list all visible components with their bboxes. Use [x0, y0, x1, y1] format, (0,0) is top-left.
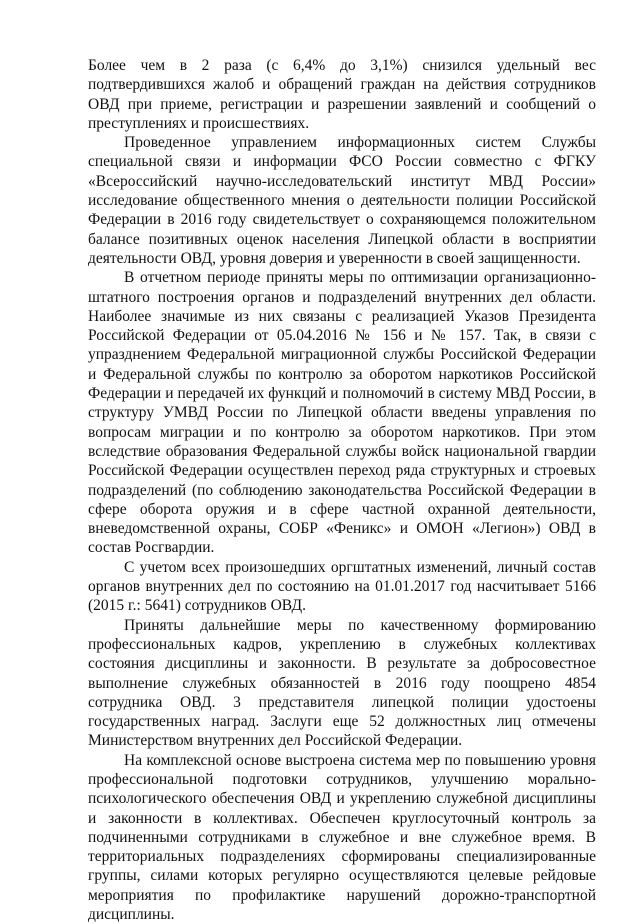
paragraph-complaints: Более чем в 2 раза (с 6,4% до 3,1%) снизился удельный вес подтвердившихся жалоб и обращений граждан на действия сотрудников ОВД при приеме, регистрации и разрешении заявлений и сообщений о преступлениях и происшествиях. [88, 57, 596, 132]
document-page [88, 56, 596, 924]
paragraph-personnel-count: С учетом всех произошедших оргштатных изменений, личный состав органов внутренних дел по состоянию на 01.01.2017 год насчитывает 5166 (2015 г.: 5641) сотрудников ОВД. [88, 558, 596, 615]
paragraph-optimization: В отчетном периоде приняты меры по оптимизации организационно-штатного построения органов и подразделений внутренних дел области. Наиболее значимые из них связаны с реализацией Указов Президента Российской Федерации от 05.04.2016 № 156 и № 157. Так, в связи с упразднением Федеральной миграционной службы Российской Федерации и Федеральной службы по контролю за оборотом наркотиков Российской Федерации и передачей их функций и полномочий в систему МВД России, в структуру УМВД России по Липецкой области введены управления по вопросам миграции и по контролю за оборотом наркотиков. При этом вследствие образования Федеральной службы войск национальной гвардии Российской Федерации осуществлен переход ряда структурных и строевых подразделений (по соблюдению законодательства Российской Федерации в сфере оборота оружия и в сфере частной охранной деятельности, вневедомственной охраны, СОБР «Феникс» и ОМОН «Легион») ОВД в состав Росгвардии. [88, 269, 596, 557]
paragraph-training-system: На комплексной основе выстроена система мер по повышению уровня профессиональной подготовки сотрудников, улучшению морально-психологического обеспечения ОВД и укреплению служебной дисциплины и законности в коллективах. Обеспечен круглосуточный контроль за подчиненными сотрудниками в служебное и вне служебное время. В территориальных подразделениях сформированы специализированные группы, силами которых регулярно осуществляются целевые рейдовые мероприятия по профилактике нарушений дорожно-транспортной дисциплины. [88, 751, 596, 924]
paragraph-personnel-quality: Приняты дальнейшие меры по качественному формированию профессиональных кадров, укреплению в служебных коллективах состояния дисциплины и законности. В результате за добросовестное выполнение служебных обязанностей в 2016 году поощрено 4854 сотрудника ОВД. 3 представителя липецкой полиции удостоены государственных наград. Заслуги еще 52 должностных лиц отмечены Министерством внутренних дел Российской Федерации. [88, 616, 596, 750]
paragraph-public-opinion: Проведенное управлением информационных систем Службы специальной связи и информации ФСО России совместно с ФГКУ «Всероссийский научно-исследовательский институт МВД России» исследование общественного мнения о деятельности полиции Российской Федерации в 2016 году свидетельствует о сохраняющемся положительном балансе позитивных оценок населения Липецкой области в восприятии деятельности ОВД, уровня доверия и уверенности в своей защищенности. [88, 134, 596, 267]
